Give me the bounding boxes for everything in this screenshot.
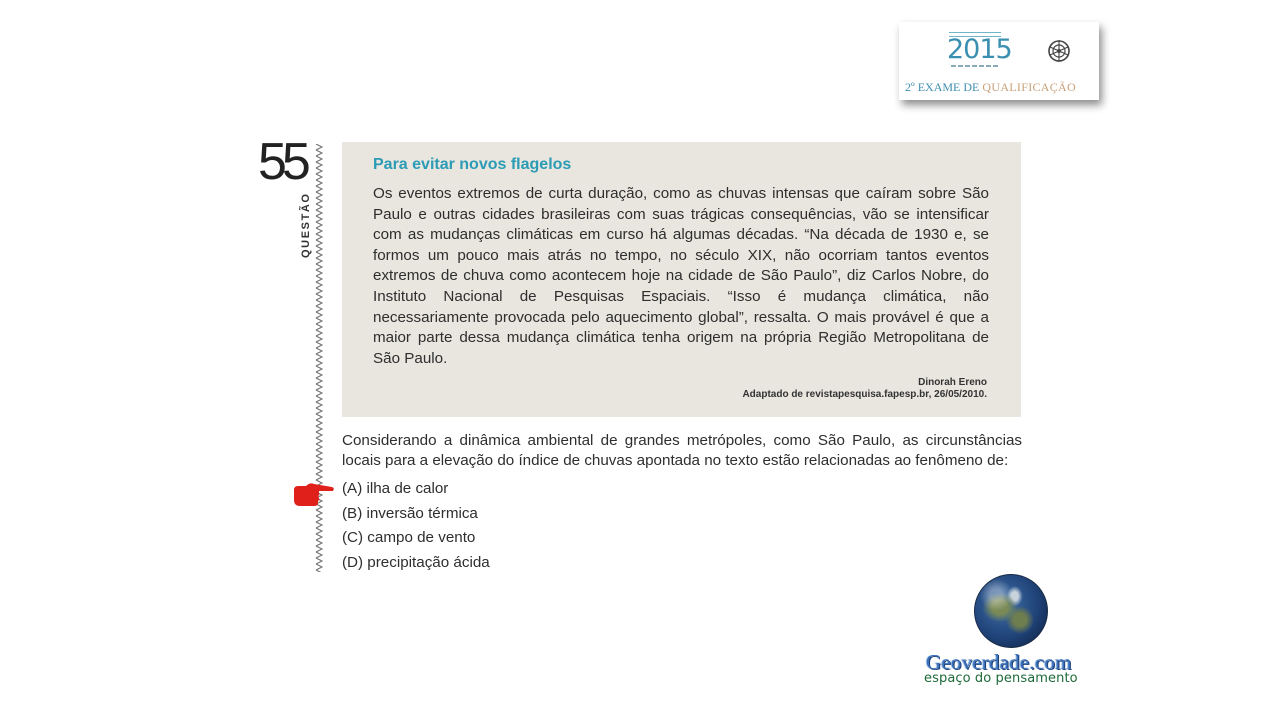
reading-passage-box bbox=[342, 142, 1021, 417]
brand-name[interactable]: Geoverdade.com bbox=[926, 650, 1072, 674]
exam-title-part2: QUALIFICAÇÃO bbox=[982, 80, 1076, 94]
question-prompt: Considerando a dinâmica ambiental de grandes metrópoles, como São Paulo, as circunstâncias locais para a elevação do índice de chuvas apontada no texto estão relacionadas ao fenômeno de: bbox=[342, 432, 1022, 469]
passage-source: Adaptado de revistapesquisa.fapesp.br, 26/05/2010. bbox=[742, 389, 987, 400]
passage-author: Dinorah Ereno bbox=[918, 377, 987, 388]
year-logo-subline bbox=[951, 65, 999, 67]
question-number: 55 bbox=[258, 133, 306, 191]
passage-citation bbox=[742, 377, 987, 401]
exam-title bbox=[905, 80, 1076, 95]
year-logo bbox=[947, 30, 1012, 74]
pointing-hand-icon bbox=[292, 480, 336, 508]
globe-icon bbox=[974, 574, 1048, 648]
option-d[interactable]: (D) precipitação ácida bbox=[342, 554, 490, 571]
passage-body: Os eventos extremos de curta duração, como as chuvas intensas que caíram sobre São Paulo e outras cidades brasileiras com suas trágicas consequências, vão se intensificar com as mudanças climáticas em curso há algumas décadas. “Na década de 1930 e, se formos um pouco mais atrás no tempo, no século XIX, não ocorriam tantos eventos extremos de chuva como acontecem hoje na cidade de São Paulo”, diz Carlos Nobre, do Instituto Nacional de Pesquisas Espaciais. “Isso é mudança climática, não necessariamente provocada pelo aquecimento global”, ressalta. O mais provável é que a maior parte dessa mudança climática tenha origem na própria Região Metropolitana de São Paulo. bbox=[373, 185, 989, 367]
university-emblem-icon bbox=[1046, 38, 1072, 64]
question-label: QUESTÃO bbox=[300, 192, 312, 258]
option-c[interactable]: (C) campo de vento bbox=[342, 529, 476, 546]
option-a[interactable]: (A) ilha de calor bbox=[342, 480, 449, 497]
exam-badge bbox=[899, 22, 1099, 100]
brand-tagline: espaço do pensamento bbox=[924, 671, 1078, 686]
exam-title-part1: 2º EXAME DE bbox=[905, 80, 983, 94]
option-b[interactable]: (B) inversão térmica bbox=[342, 505, 478, 522]
exam-year: 2015 bbox=[947, 34, 1012, 65]
passage-title: Para evitar novos flagelos bbox=[373, 156, 572, 173]
